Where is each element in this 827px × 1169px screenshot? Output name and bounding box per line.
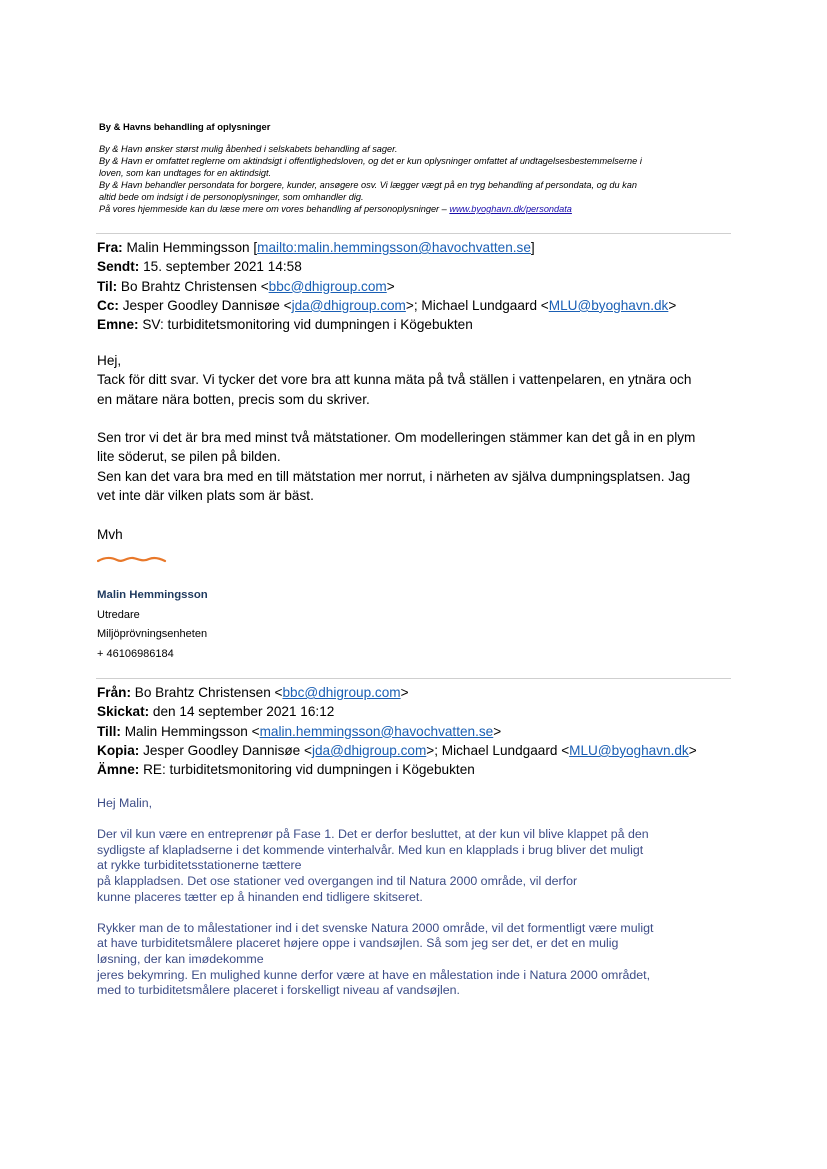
body-line: lite söderut, se pilen på bilden. xyxy=(97,449,281,465)
cc-name: Michael Lundgaard xyxy=(421,297,538,313)
subject-row xyxy=(97,760,737,779)
sent-value: 15. september 2021 14:58 xyxy=(143,259,302,275)
disclaimer-line: By & Havn behandler persondata for borgere, kunder, ansøgere osv. Vi lægger vægt på en tryg behandling af persondata, og du kan xyxy=(99,180,637,190)
body-line: Mvh xyxy=(97,526,123,542)
to-row: Til: Bo Brahtz Christensen <bbc@dhigroup.com> xyxy=(97,278,395,294)
subject-value: RE: turbiditetsmonitoring vid dumpningen i Kögebukten xyxy=(143,762,475,778)
email1-headers xyxy=(97,238,737,334)
to-name: Malin Hemmingsson xyxy=(124,723,248,739)
disclaimer-line: altid bede om indsigt i de personoplysninger, som omhandler dig. xyxy=(99,192,364,202)
blank-line xyxy=(97,812,742,828)
from-row: Fra: Malin Hemmingsson [mailto:malin.hemmingsson@havochvatten.se] xyxy=(97,240,535,255)
signature-name: Malin Hemmingsson xyxy=(97,589,208,601)
cc-email-link[interactable]: MLU@byoghavn.dk xyxy=(569,742,689,758)
sent-row xyxy=(97,702,737,721)
disclaimer-line: loven, som kan undtages for en aktindsigt. xyxy=(99,168,272,178)
body-line: jeres bekymring. En mulighed kunne derfor være at have en målestation inde i Natura 2000 området, xyxy=(97,967,651,982)
subject-row xyxy=(97,315,737,334)
body-line: Sen tror vi det är bra med minst två mätstationer. Om modelleringen stämmer kan det gå in en plym xyxy=(97,430,696,446)
body-line: løsning, der kan imødekomme xyxy=(97,951,264,966)
subject-label: Ämne: xyxy=(97,762,140,778)
cc-name: Michael Lundgaard xyxy=(441,742,558,758)
separator-rule xyxy=(96,233,731,234)
body-line: med to turbiditetsmålere placeret i forskelligt niveau af vandsøjlen. xyxy=(97,983,460,998)
from-name: Malin Hemmingsson xyxy=(126,240,250,255)
subject-label: Emne: xyxy=(97,317,139,333)
email2-headers xyxy=(97,683,737,779)
body-line: Hej, xyxy=(97,353,122,368)
cc-row: Kopia: Jesper Goodley Dannisøe <jda@dhigroup.com>; Michael Lundgaard <MLU@byoghavn.dk> xyxy=(97,742,697,758)
body-line: vet inte där vilken plats som är bäst. xyxy=(97,488,314,504)
blank-line xyxy=(97,905,742,921)
cc-email-link[interactable]: jda@dhigroup.com xyxy=(311,742,427,758)
from-label: Fra: xyxy=(97,240,123,255)
disclaimer-line xyxy=(99,203,729,215)
privacy-disclaimer xyxy=(99,121,729,215)
signature-phone: + 46106986184 xyxy=(97,648,174,661)
blank-line xyxy=(97,409,737,428)
cc-email-link[interactable]: jda@dhigroup.com xyxy=(291,297,406,313)
from-label: Från: xyxy=(97,685,131,700)
to-email-link[interactable]: bbc@dhigroup.com xyxy=(268,278,387,294)
cc-email-link[interactable]: MLU@byoghavn.dk xyxy=(548,297,669,313)
email2-body xyxy=(97,796,742,999)
sent-row xyxy=(97,257,737,276)
blank-line xyxy=(97,505,737,524)
from-email-link[interactable]: bbc@dhigroup.com xyxy=(282,685,401,700)
body-line: kunne placeres tætter ep å hinanden end tidligere skitseret. xyxy=(97,889,423,904)
signature-unit: Miljöprövningsenheten xyxy=(97,628,208,641)
disclaimer-line: By & Havn ønsker størst mulig åbenhed i selskabets behandling af sager. xyxy=(99,144,398,154)
sent-label: Sendt: xyxy=(97,259,140,275)
signature-title: Utredare xyxy=(97,608,140,621)
body-line: en mätare nära botten, precis som du skriver. xyxy=(97,391,370,407)
disclaimer-line: By & Havn er omfattet reglerne om aktindsigt i offentlighedsloven, og det er kun oplysninger omfattet af undtagelsesbestemmelserne i xyxy=(99,156,642,166)
to-email-link[interactable]: malin.hemmingsson@havochvatten.se xyxy=(259,723,494,739)
signature-block xyxy=(97,586,208,665)
to-label: Til: xyxy=(97,278,118,294)
to-row: Till: Malin Hemmingsson <malin.hemmingsson@havochvatten.se> xyxy=(97,723,502,739)
disclaimer-text: På vores hjemmeside kan du læse mere om vores behandling af personoplysninger – xyxy=(99,204,450,214)
to-name: Bo Brahtz Christensen xyxy=(120,278,257,294)
to-label: Till: xyxy=(97,723,121,739)
from-row: Från: Bo Brahtz Christensen <bbc@dhigroup.com> xyxy=(97,685,409,700)
body-line: Der vil kun være en entreprenør på Fase 1. Det er derfor besluttet, at der kun vil blive klappet på den xyxy=(97,827,649,842)
cc-label: Kopia: xyxy=(97,742,140,758)
persondata-link[interactable]: www.byoghavn.dk/persondata xyxy=(449,204,572,214)
from-mailto-link[interactable]: mailto:malin.hemmingsson@havochvatten.se xyxy=(257,240,531,255)
wave-logo-icon xyxy=(97,552,167,566)
cc-name: Jesper Goodley Dannisøe xyxy=(122,297,280,313)
body-line: på klappladsen. Det ose stationer ved overgangen ind til Natura 2000 område, vil derfor xyxy=(97,873,578,888)
body-line: Tack för ditt svar. Vi tycker det vore bra att kunna mäta på två ställen i vattenpelaren, en ytnära och xyxy=(97,372,692,388)
from-name: Bo Brahtz Christensen xyxy=(134,685,271,700)
body-line: at rykke turbiditetsstationerne tættere xyxy=(97,858,302,873)
sent-value: den 14 september 2021 16:12 xyxy=(152,704,335,720)
body-line: Hej Malin, xyxy=(97,796,153,810)
email1-body xyxy=(97,351,737,544)
body-line: Rykker man de to målestationer ind i det svenske Natura 2000 område, vil det formentligt være muligt xyxy=(97,920,654,935)
cc-name: Jesper Goodley Dannisøe xyxy=(143,742,301,758)
cc-label: Cc: xyxy=(97,297,119,313)
separator-rule xyxy=(96,678,731,679)
disclaimer-title: By & Havns behandling af oplysninger xyxy=(99,121,271,132)
sent-label: Skickat: xyxy=(97,704,150,720)
body-line: Sen kan det vara bra med en till mätstation mer norrut, i närheten av själva dumpningsplatsen. Jag xyxy=(97,468,691,484)
body-line: at have turbiditetsmålere placeret højere oppe i vandsøjlen. Så som jeg ser det, er det en mulig xyxy=(97,936,619,951)
cc-row: Cc: Jesper Goodley Dannisøe <jda@dhigroup.com>; Michael Lundgaard <MLU@byoghavn.dk> xyxy=(97,297,677,313)
subject-value: SV: turbiditetsmonitoring vid dumpningen i Kögebukten xyxy=(142,317,473,333)
body-line: sydligste af klapladserne i det kommende vinterhalvår. Med kun en klapplads i brug bliver det muligt xyxy=(97,842,644,857)
